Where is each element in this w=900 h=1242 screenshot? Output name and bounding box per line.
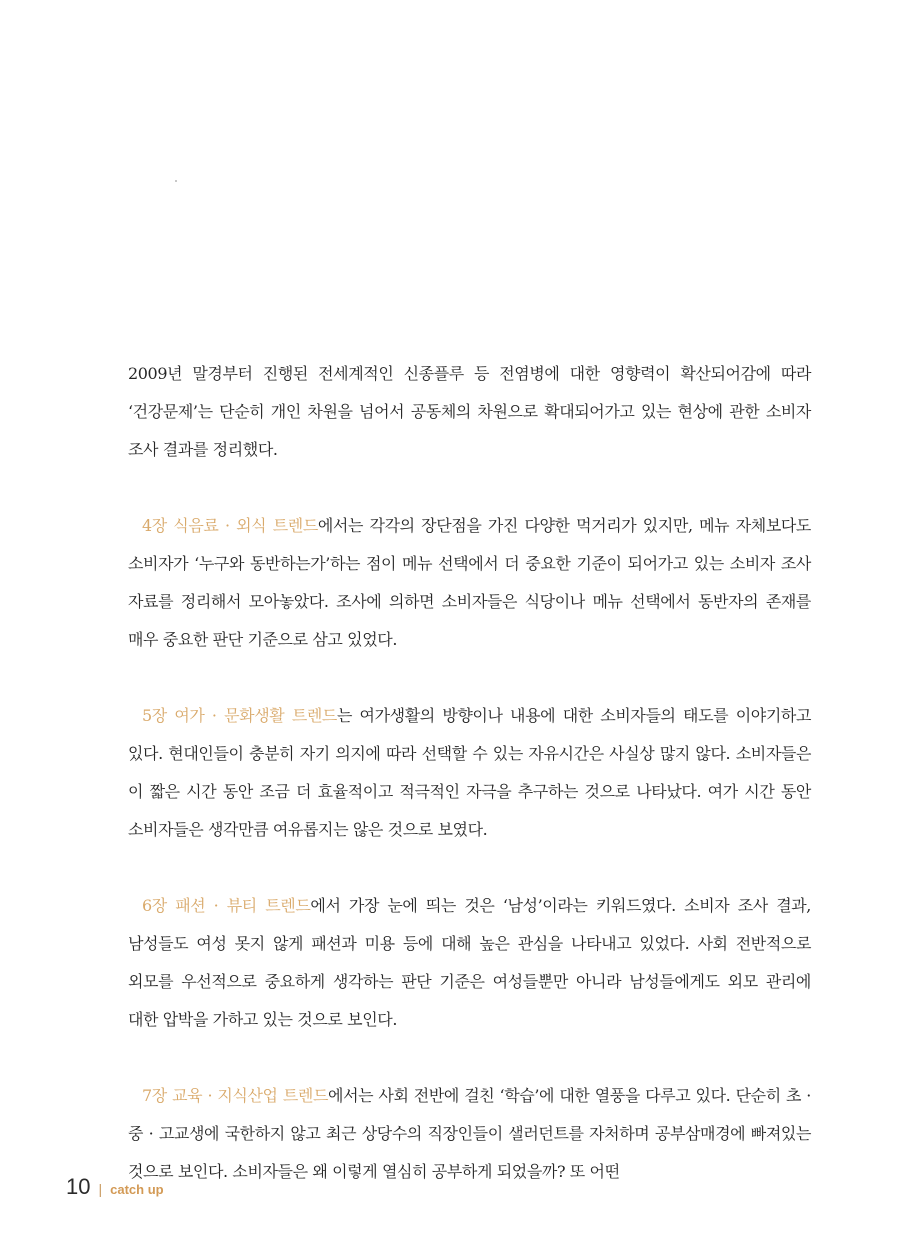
chapter-highlight: 4장 식음료 · 외식 트렌드: [142, 516, 318, 535]
body-text: [128, 355, 811, 1229]
paragraph-chapter-6: [128, 887, 811, 1039]
section-label: catch up: [110, 1182, 164, 1197]
footer-divider: |: [98, 1181, 103, 1197]
chapter-highlight: 7장 교육 · 지식산업 트렌드: [142, 1086, 329, 1105]
scan-speck: [175, 180, 177, 182]
paragraph-chapter-5: [128, 697, 811, 849]
paragraph-text: 에서 가장 눈에 띄는 것은 ‘남성’이라는 키워드였다. 소비자 조사 결과, 남성들도 여성 못지 않게 패션과 미용 등에 대해 높은 관심을 나타내고 있었다. 사회 전반적으로 외모를 우선적으로 중요하게 생각하는 판단 기준은 여성들뿐만 아니라 남성들에게도 외모 관리에 대한 압박을 가하고 있는 것으로 보인다.: [128, 896, 811, 1029]
chapter-highlight: 5장 여가 · 문화생활 트렌드: [142, 706, 337, 725]
paragraph-chapter-7: [128, 1077, 811, 1191]
paragraph-intro: [128, 355, 811, 469]
paragraph-text: 는 여가생활의 방향이나 내용에 대한 소비자들의 태도를 이야기하고 있다. 현대인들이 충분히 자기 의지에 따라 선택할 수 있는 자유시간은 사실상 많지 않다. 소비자들은 이 짧은 시간 동안 조금 더 효율적이고 적극적인 자극을 추구하는 것으로 나타났다. 여가 시간 동안 소비자들은 생각만큼 여유롭지는 않은 것으로 보였다.: [128, 706, 811, 839]
paragraph-text: 에서는 사회 전반에 걸친 ‘학습’에 대한 열풍을 다루고 있다. 단순히 초 · 중 · 고교생에 국한하지 않고 최근 상당수의 직장인들이 샐러던트를 자처하며 공부삼매경에 빠져있는 것으로 보인다. 소비자들은 왜 이렇게 열심히 공부하게 되었을까? 또 어떤: [128, 1086, 811, 1181]
page-number: 10: [66, 1174, 91, 1199]
paragraph-chapter-4: [128, 507, 811, 659]
page-footer: [66, 1174, 164, 1200]
chapter-highlight: 6장 패션 · 뷰티 트렌드: [142, 896, 311, 915]
paragraph-text: 에서는 각각의 장단점을 가진 다양한 먹거리가 있지만, 메뉴 자체보다도 소비자가 ‘누구와 동반하는가’하는 점이 메뉴 선택에서 더 중요한 기준이 되어가고 있는 소비자 조사 자료를 정리해서 모아놓았다. 조사에 의하면 소비자들은 식당이나 메뉴 선택에서 동반자의 존재를 매우 중요한 판단 기준으로 삼고 있었다.: [128, 516, 811, 649]
paragraph-text: 2009년 말경부터 진행된 전세계적인 신종플루 등 전염병에 대한 영향력이 확산되어감에 따라 ‘건강문제’는 단순히 개인 차원을 넘어서 공동체의 차원으로 확대되어가고 있는 현상에 관한 소비자 조사 결과를 정리했다.: [128, 364, 811, 459]
